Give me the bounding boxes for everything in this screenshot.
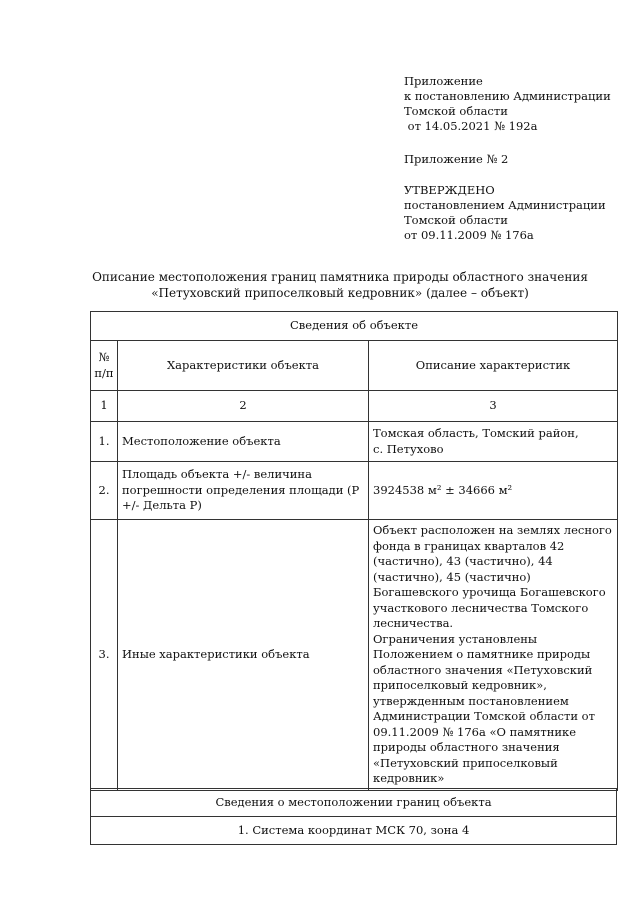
table-row xyxy=(91,520,618,791)
borders-info-table xyxy=(90,788,617,845)
row-name: Площадь объекта +/- величина погрешности определения площади (Р +/- Дельта Р) xyxy=(118,462,369,520)
row-value: 3924538 м² ± 34666 м² xyxy=(369,462,618,520)
section-title: Сведения о местоположении границ объекта xyxy=(91,789,617,817)
appendix-date: от 14.05.2021 № 192а xyxy=(404,119,538,133)
row-name: Иные характеристики объекта xyxy=(118,520,369,791)
row-number: 2. xyxy=(91,462,118,520)
approved-date: от 09.11.2009 № 176а xyxy=(404,228,534,242)
coordinate-system: 1. Система координат МСК 70, зона 4 xyxy=(91,817,617,845)
row-value: Томская область, Томский район, с. Петухово xyxy=(369,422,618,462)
col-header-description: Описание характеристик xyxy=(369,341,618,391)
row-name: Местоположение объекта xyxy=(118,422,369,462)
appendix-line: Томской области xyxy=(404,104,508,118)
title-line: Описание местоположения границ памятника природы областного значения xyxy=(92,270,588,284)
object-info-table xyxy=(90,311,618,791)
appendix-line: Приложение xyxy=(404,74,483,88)
row-number: 3. xyxy=(91,520,118,791)
col-header-number: № п/п xyxy=(91,341,118,391)
approval-header xyxy=(404,74,634,243)
row-number: 1. xyxy=(91,422,118,462)
approved-line: Томской области xyxy=(404,213,508,227)
col-number: 2 xyxy=(118,391,369,422)
approved-line: УТВЕРЖДЕНО xyxy=(404,183,495,197)
section-title: Сведения об объекте xyxy=(91,312,618,341)
appendix-number: Приложение № 2 xyxy=(404,152,509,166)
table-row xyxy=(91,422,618,462)
row-value: Объект расположен на землях лесного фонда в границах кварталов 42 (частично), 43 (частично), 44 (частично), 45 (частично) Богашевского урочища Богашевского участкового лесничества Томского лесничества. Ограничения установлены Положением о памятнике природы областного значения «Петуховский припоселковый кедровник», утвержденным постановлением Администрации Томской области от 09.11.2009 № 176а «О памятнике природы областного значения «Петуховский припоселковый кедровник» xyxy=(369,520,618,791)
table-row xyxy=(91,462,618,520)
title-line: «Петуховский припоселковый кедровник» (далее – объект) xyxy=(151,286,529,300)
col-number: 1 xyxy=(91,391,118,422)
appendix-line: к постановлению Администрации xyxy=(404,89,611,103)
col-header-characteristic: Характеристики объекта xyxy=(118,341,369,391)
document-title xyxy=(60,269,620,301)
approved-line: постановлением Администрации xyxy=(404,198,606,212)
col-number: 3 xyxy=(369,391,618,422)
